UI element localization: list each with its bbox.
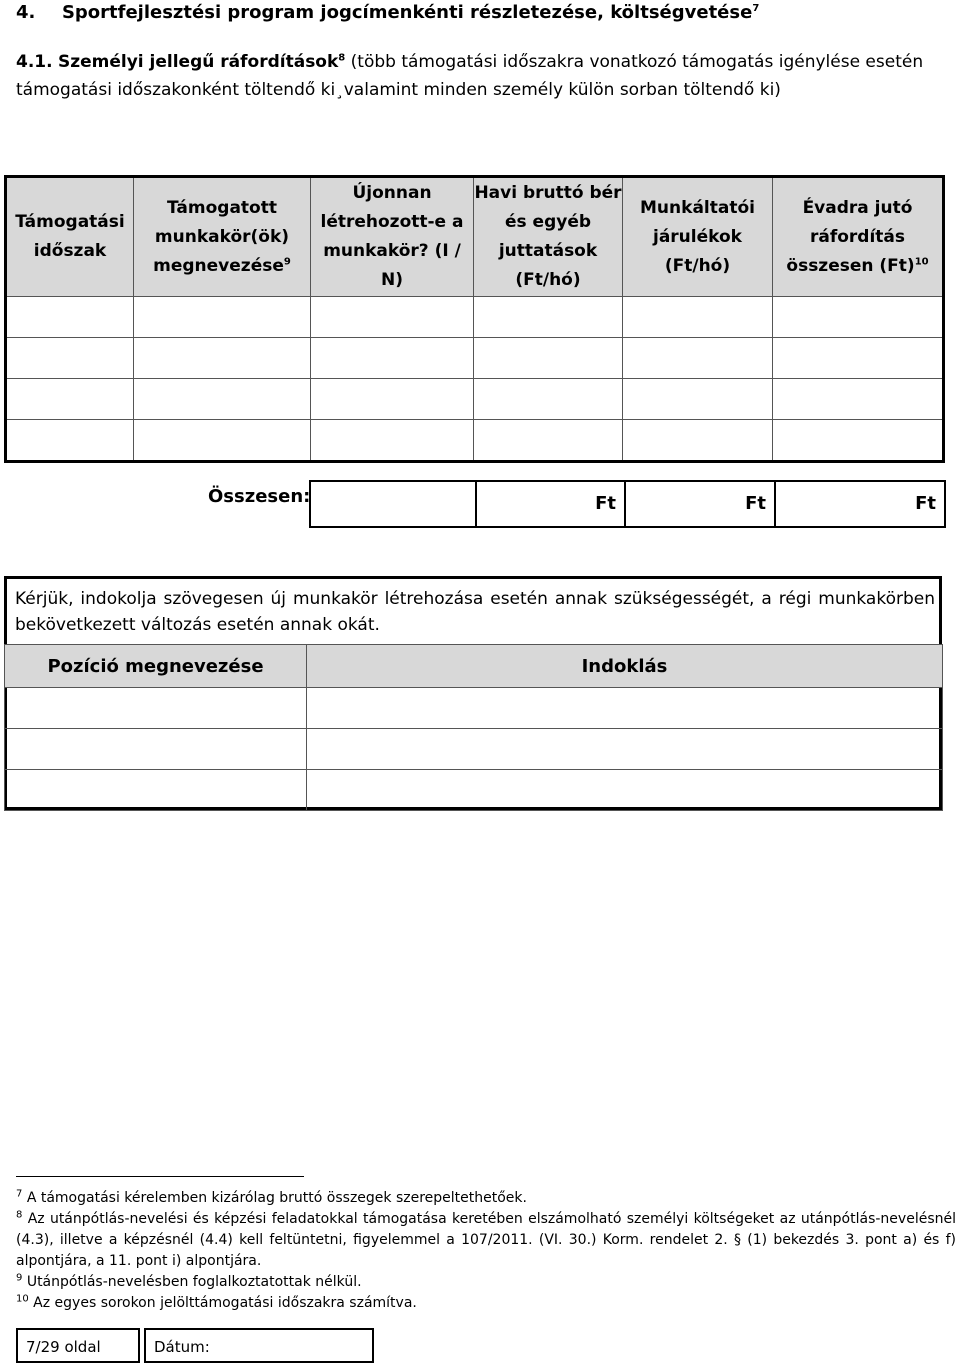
- table-cell[interactable]: [311, 338, 474, 379]
- header-position-name: Támogatott munkakör(ök) megnevezése$^9$: [134, 177, 311, 297]
- justification-instruction: Kérjük, indokolja szövegesen új munkakör létrehozása esetén annak szükségességét, a régi munkakörben bekövetkezett változás esetén annak okát.: [15, 589, 935, 635]
- header-position-title: Pozíció megnevezése: [5, 645, 307, 688]
- table-row: [6, 420, 944, 462]
- totals-cell-new-position[interactable]: [311, 482, 475, 526]
- table-cell[interactable]: [311, 379, 474, 420]
- table-cell[interactable]: [307, 729, 943, 770]
- footnote-ref-7: 7: [752, 3, 760, 14]
- table-cell[interactable]: [623, 379, 773, 420]
- subsection-number: 4.1.: [16, 52, 53, 72]
- table-cell[interactable]: [623, 338, 773, 379]
- totals-cell-season-total[interactable]: Ft: [774, 482, 944, 526]
- section-heading: [16, 2, 759, 23]
- subsection-bold-text: Személyi jellegű ráfordítások: [57, 52, 339, 72]
- footnotes: [16, 1188, 956, 1314]
- header-justification: Indoklás: [307, 645, 943, 688]
- table-row: [6, 338, 944, 379]
- table-cell[interactable]: [6, 338, 134, 379]
- section-number: 4.: [16, 2, 36, 23]
- subsection-heading: [16, 48, 956, 104]
- totals-box: [309, 480, 946, 528]
- totals-label: Összesen:: [208, 486, 311, 507]
- table-cell[interactable]: [311, 420, 474, 462]
- table-header-row: [6, 177, 944, 297]
- date-field[interactable]: [144, 1328, 374, 1363]
- table-row: [5, 729, 943, 770]
- header-monthly-gross: Havi bruttó bér és egyéb juttatások (Ft/hó): [474, 177, 623, 297]
- table-cell[interactable]: [134, 379, 311, 420]
- justification-table: [4, 644, 943, 811]
- table-cell[interactable]: [134, 420, 311, 462]
- table-row: [6, 297, 944, 338]
- section-title: Sportfejlesztési program jogcímenkénti részletezése, költségvetése: [61, 2, 753, 23]
- page-number: 7/29 oldal: [16, 1328, 140, 1363]
- personnel-cost-table: [4, 175, 945, 463]
- header-season-total: Évadra jutó ráfordítás összesen $(Ft)^{10}$: [773, 177, 944, 297]
- table-cell[interactable]: [474, 379, 623, 420]
- footnote-10: $^{10}$ Az egyes sorokon jelölttámogatási időszakra számítva.: [16, 1293, 417, 1311]
- footnote-9: $^9$ Utánpótlás-nevelésben foglalkoztatottak nélkül.: [16, 1272, 362, 1290]
- table-cell[interactable]: [307, 688, 943, 729]
- totals-cell-employer-contributions[interactable]: Ft: [624, 482, 774, 526]
- footnote-7: $^7$ A támogatási kérelemben kizárólag bruttó összegek szerepeltethetőek.: [16, 1188, 527, 1206]
- header-new-position: Újonnan létrehozott-e a munkakör? (I / N): [311, 177, 474, 297]
- table-cell[interactable]: [623, 420, 773, 462]
- table-cell[interactable]: [773, 338, 944, 379]
- table-cell[interactable]: [311, 297, 474, 338]
- justification-header-row: [5, 645, 943, 688]
- table-cell[interactable]: [6, 379, 134, 420]
- table-cell[interactable]: [474, 297, 623, 338]
- footnote-separator: [16, 1176, 304, 1177]
- table-cell[interactable]: [474, 338, 623, 379]
- table-row: [5, 688, 943, 729]
- table-cell[interactable]: [6, 420, 134, 462]
- footnote-ref-8: 8: [338, 52, 346, 64]
- footnote-8: $^8$ Az utánpótlás-nevelési és képzési feladatokkal támogatása keretében elszámolható személyi költségeket az utánpótlás-nevelésnél (4.3), illetve a képzésnél (4.4) kell feltüntetni, figyelemmel a 107/2011. (VI. 30.) Korm. rendelet 2. § (1) bekezdés 3. pont a) és f) alpontjára, a 11. pont i) alpontjára.: [16, 1209, 956, 1269]
- table-cell[interactable]: [773, 420, 944, 462]
- subsection-description: (több támogatási időszakra vonatkozó támogatás igénylése esetén támogatási időszakonként töltendő ki¸valamint minden személy külön sorban töltendő ki): [16, 52, 924, 100]
- date-label: Dátum:: [154, 1338, 210, 1356]
- table-cell[interactable]: [5, 770, 307, 811]
- header-support-period: Támogatási időszak: [6, 177, 134, 297]
- totals-cell-monthly-gross[interactable]: Ft: [475, 482, 624, 526]
- table-cell[interactable]: [5, 688, 307, 729]
- table-cell[interactable]: [307, 770, 943, 811]
- table-cell[interactable]: [6, 297, 134, 338]
- table-cell[interactable]: [773, 297, 944, 338]
- table-cell[interactable]: [134, 338, 311, 379]
- table-cell[interactable]: [623, 297, 773, 338]
- header-employer-contributions: Munkáltatói járulékok (Ft/hó): [623, 177, 773, 297]
- table-cell[interactable]: [134, 297, 311, 338]
- table-cell[interactable]: [5, 729, 307, 770]
- table-cell[interactable]: [474, 420, 623, 462]
- table-row: [5, 770, 943, 811]
- table-cell[interactable]: [773, 379, 944, 420]
- table-row: [6, 379, 944, 420]
